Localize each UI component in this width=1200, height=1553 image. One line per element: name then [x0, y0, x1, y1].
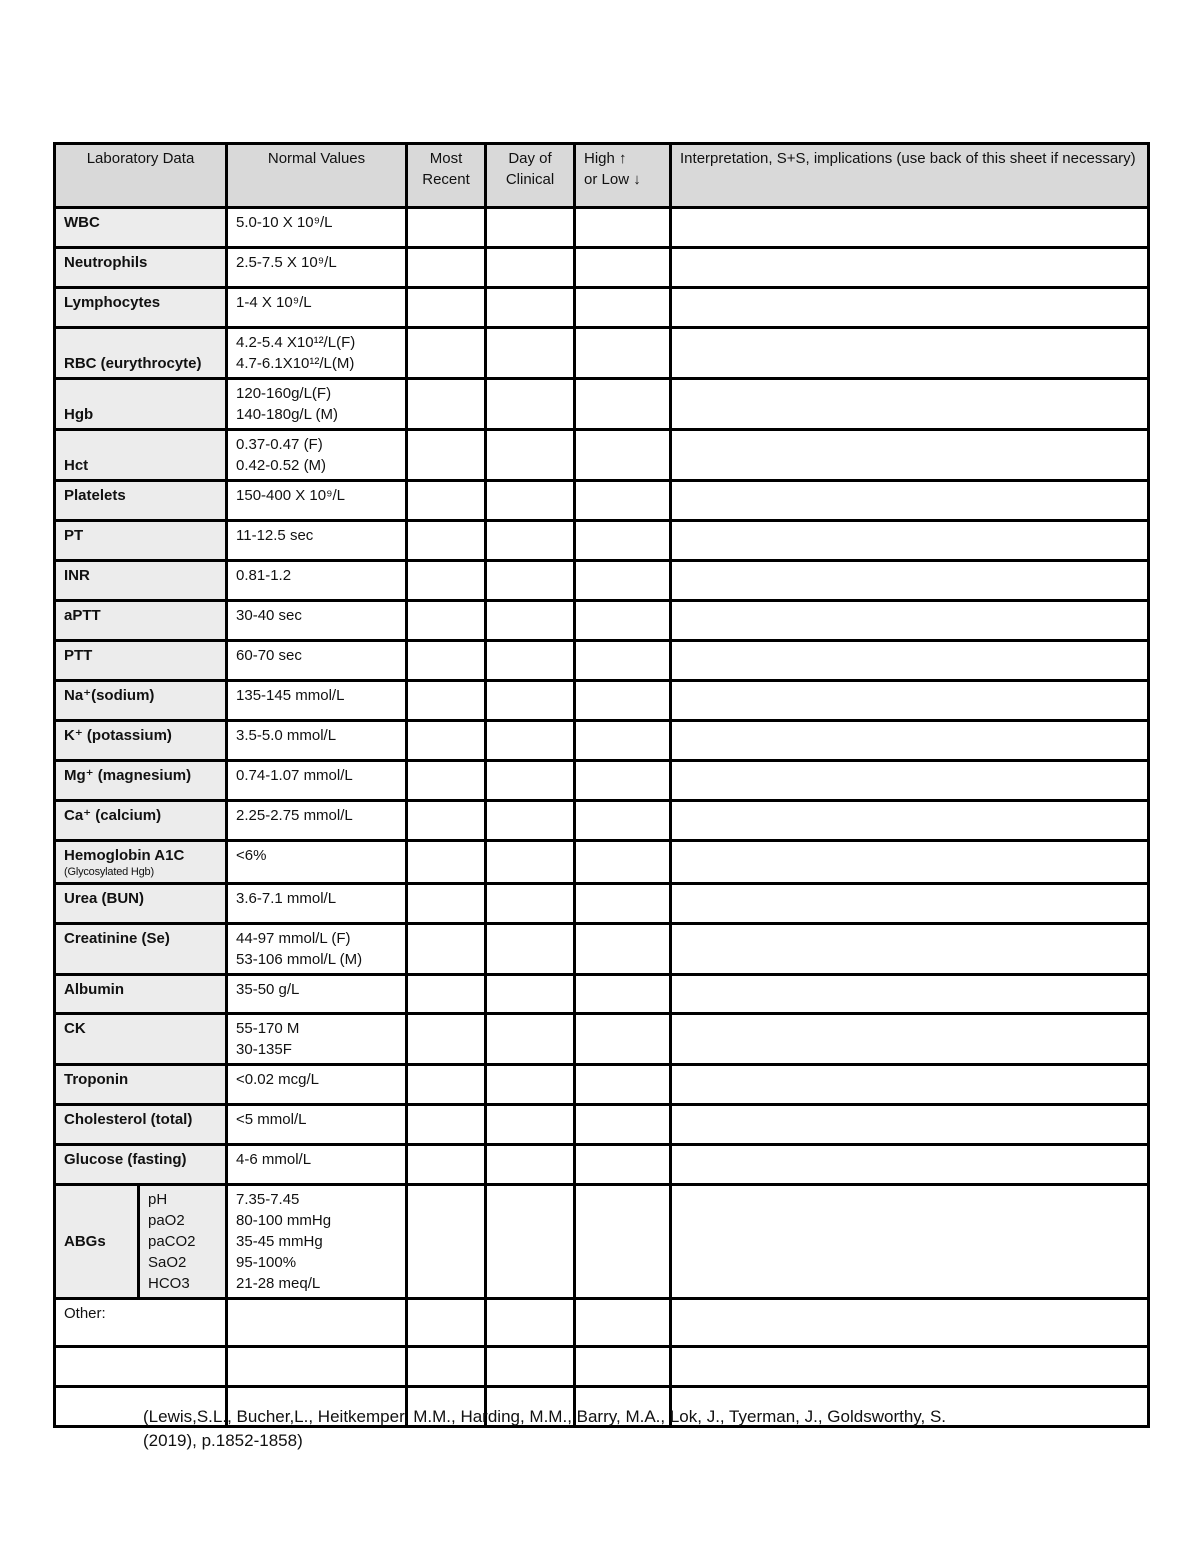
interpretation-cell[interactable]	[671, 975, 1149, 1014]
day-of-clinical-cell[interactable]	[486, 761, 575, 801]
most-recent-cell[interactable]	[407, 208, 486, 248]
normal-value: 60-70 sec	[227, 641, 407, 681]
interpretation-cell[interactable]	[671, 561, 1149, 601]
normal-value: 30-40 sec	[227, 601, 407, 641]
high-or-low-cell[interactable]	[575, 681, 671, 721]
lab-test-label: Urea (BUN)	[55, 884, 227, 924]
interpretation-cell[interactable]	[671, 1299, 1149, 1347]
header-normal-values: Normal Values	[227, 144, 407, 208]
day-of-clinical-cell[interactable]	[486, 681, 575, 721]
day-of-clinical-cell[interactable]	[486, 1185, 575, 1299]
day-of-clinical-cell[interactable]	[486, 1014, 575, 1065]
day-of-clinical-cell[interactable]	[486, 1105, 575, 1145]
table-row	[55, 1145, 1149, 1185]
table-row	[55, 884, 1149, 924]
normal-value: 35-50 g/L	[227, 975, 407, 1014]
table-row	[55, 561, 1149, 601]
lab-test-sublabel: (Glycosylated Hgb)	[64, 866, 154, 878]
normal-value: 5.0-10 X 10⁹/L	[227, 208, 407, 248]
day-of-clinical-cell[interactable]	[486, 248, 575, 288]
day-of-clinical-cell[interactable]	[486, 288, 575, 328]
table-row-abgs	[55, 1185, 1149, 1299]
table-row	[55, 601, 1149, 641]
table-row	[55, 801, 1149, 841]
normal-value: 11-12.5 sec	[227, 521, 407, 561]
high-or-low-cell[interactable]	[575, 1185, 671, 1299]
header-day-of-clinical: Day of Clinical	[486, 144, 575, 208]
most-recent-cell[interactable]	[407, 601, 486, 641]
high-or-low-cell[interactable]	[575, 521, 671, 561]
table-row	[55, 1105, 1149, 1145]
high-or-low-cell[interactable]	[575, 721, 671, 761]
normal-value: <6%	[227, 841, 407, 884]
interpretation-cell[interactable]	[671, 481, 1149, 521]
most-recent-cell[interactable]	[407, 1105, 486, 1145]
normal-value: 4.2-5.4 X10¹²/L(F) 4.7-6.1X10¹²/L(M)	[227, 328, 407, 379]
high-or-low-cell[interactable]	[575, 884, 671, 924]
interpretation-cell[interactable]	[671, 328, 1149, 379]
normal-value-cell[interactable]	[227, 1347, 407, 1387]
day-of-clinical-cell[interactable]	[486, 430, 575, 481]
table-row	[55, 641, 1149, 681]
blank-label-cell[interactable]	[55, 1347, 227, 1387]
interpretation-cell[interactable]	[671, 1185, 1149, 1299]
high-or-low-cell[interactable]	[575, 328, 671, 379]
table-row	[55, 1014, 1149, 1065]
most-recent-cell[interactable]	[407, 1065, 486, 1105]
lab-test-label: Ca⁺ (calcium)	[55, 801, 227, 841]
interpretation-cell[interactable]	[671, 761, 1149, 801]
interpretation-cell[interactable]	[671, 1065, 1149, 1105]
high-or-low-cell[interactable]	[575, 761, 671, 801]
interpretation-cell[interactable]	[671, 248, 1149, 288]
table-row	[55, 721, 1149, 761]
day-of-clinical-cell[interactable]	[486, 481, 575, 521]
high-or-low-cell[interactable]	[575, 481, 671, 521]
lab-test-label: Creatinine (Se)	[55, 924, 227, 975]
normal-value: 0.74-1.07 mmol/L	[227, 761, 407, 801]
interpretation-cell[interactable]	[671, 521, 1149, 561]
table-row	[55, 841, 1149, 884]
most-recent-cell[interactable]	[407, 801, 486, 841]
most-recent-cell[interactable]	[407, 761, 486, 801]
high-or-low-cell[interactable]	[575, 288, 671, 328]
lab-test-label: Platelets	[55, 481, 227, 521]
interpretation-cell[interactable]	[671, 379, 1149, 430]
table-row	[55, 761, 1149, 801]
abgs-parameters: pH paO2 paCO2 SaO2 HCO3	[139, 1185, 227, 1299]
high-or-low-cell[interactable]	[575, 1347, 671, 1387]
interpretation-cell[interactable]	[671, 288, 1149, 328]
interpretation-cell[interactable]	[671, 1145, 1149, 1185]
most-recent-cell[interactable]	[407, 1185, 486, 1299]
normal-value: 2.5-7.5 X 10⁹/L	[227, 248, 407, 288]
most-recent-cell[interactable]	[407, 248, 486, 288]
high-or-low-cell[interactable]	[575, 430, 671, 481]
most-recent-cell[interactable]	[407, 328, 486, 379]
normal-value: 0.81-1.2	[227, 561, 407, 601]
lab-test-label: Na⁺(sodium)	[55, 681, 227, 721]
lab-data-table	[53, 142, 1150, 1428]
interpretation-cell[interactable]	[671, 681, 1149, 721]
day-of-clinical-cell[interactable]	[486, 721, 575, 761]
most-recent-cell[interactable]	[407, 379, 486, 430]
lab-test-label: Albumin	[55, 975, 227, 1014]
interpretation-cell[interactable]	[671, 1105, 1149, 1145]
header-interpretation: Interpretation, S+S, implications (use back of this sheet if necessary)	[671, 144, 1149, 208]
other-label: Other:	[55, 1299, 227, 1347]
lab-test-label: RBC (eurythrocyte)	[55, 328, 227, 379]
interpretation-cell[interactable]	[671, 430, 1149, 481]
table-row	[55, 208, 1149, 248]
interpretation-cell[interactable]	[671, 841, 1149, 884]
table-row	[55, 379, 1149, 430]
day-of-clinical-cell[interactable]	[486, 1145, 575, 1185]
lab-test-label: Hct	[55, 430, 227, 481]
high-or-low-cell[interactable]	[575, 601, 671, 641]
normal-value: 150-400 X 10⁹/L	[227, 481, 407, 521]
day-of-clinical-cell[interactable]	[486, 975, 575, 1014]
day-of-clinical-cell[interactable]	[486, 601, 575, 641]
normal-value: 1-4 X 10⁹/L	[227, 288, 407, 328]
high-or-low-cell[interactable]	[575, 561, 671, 601]
lab-test-label: INR	[55, 561, 227, 601]
most-recent-cell[interactable]	[407, 430, 486, 481]
day-of-clinical-cell[interactable]	[486, 561, 575, 601]
interpretation-cell[interactable]	[671, 1347, 1149, 1387]
normal-value: 2.25-2.75 mmol/L	[227, 801, 407, 841]
interpretation-cell[interactable]	[671, 1014, 1149, 1065]
table-row	[55, 1065, 1149, 1105]
high-or-low-cell[interactable]	[575, 1299, 671, 1347]
day-of-clinical-cell[interactable]	[486, 328, 575, 379]
lab-test-label: Mg⁺ (magnesium)	[55, 761, 227, 801]
high-or-low-cell[interactable]	[575, 841, 671, 884]
most-recent-cell[interactable]	[407, 721, 486, 761]
interpretation-cell[interactable]	[671, 641, 1149, 681]
most-recent-cell[interactable]	[407, 521, 486, 561]
high-or-low-cell[interactable]	[575, 379, 671, 430]
normal-value: 135-145 mmol/L	[227, 681, 407, 721]
normal-value: 120-160g/L(F) 140-180g/L (M)	[227, 379, 407, 430]
lab-test-label: K⁺ (potassium)	[55, 721, 227, 761]
high-or-low-cell[interactable]	[575, 975, 671, 1014]
day-of-clinical-cell[interactable]	[486, 641, 575, 681]
lab-test-label: PTT	[55, 641, 227, 681]
header-row	[55, 144, 1149, 208]
table-row	[55, 975, 1149, 1014]
most-recent-cell[interactable]	[407, 561, 486, 601]
normal-value: <5 mmol/L	[227, 1105, 407, 1145]
normal-value: 0.37-0.47 (F) 0.42-0.52 (M)	[227, 430, 407, 481]
table-row	[55, 681, 1149, 721]
header-laboratory-data: Laboratory Data	[55, 144, 227, 208]
table-row	[55, 248, 1149, 288]
interpretation-cell[interactable]	[671, 924, 1149, 975]
lab-test-label: Hgb	[55, 379, 227, 430]
high-or-low-cell[interactable]	[575, 248, 671, 288]
most-recent-cell[interactable]	[407, 975, 486, 1014]
day-of-clinical-cell[interactable]	[486, 521, 575, 561]
normal-value-cell[interactable]	[227, 1299, 407, 1347]
day-of-clinical-cell[interactable]	[486, 379, 575, 430]
lab-test-label: PT	[55, 521, 227, 561]
interpretation-cell[interactable]	[671, 721, 1149, 761]
table-row-other	[55, 1299, 1149, 1347]
day-of-clinical-cell[interactable]	[486, 1347, 575, 1387]
most-recent-cell[interactable]	[407, 924, 486, 975]
lab-test-label: Troponin	[55, 1065, 227, 1105]
normal-value: <0.02 mcg/L	[227, 1065, 407, 1105]
citation: (Lewis,S.L., Bucher,L., Heitkemper, M.M., Harding, M.M., Barry, M.A., Lok, J., Tyerman, J., Goldsworthy, S. (2019), p.1852-1858)	[143, 1407, 947, 1450]
most-recent-cell[interactable]	[407, 641, 486, 681]
interpretation-cell[interactable]	[671, 801, 1149, 841]
lab-test-label: Lymphocytes	[55, 288, 227, 328]
lab-test-label: aPTT	[55, 601, 227, 641]
high-or-low-cell[interactable]	[575, 1105, 671, 1145]
header-most-recent: Most Recent	[407, 144, 486, 208]
table-row	[55, 288, 1149, 328]
header-high-or-low: High ↑ or Low ↓	[575, 144, 671, 208]
interpretation-cell[interactable]	[671, 601, 1149, 641]
high-or-low-cell[interactable]	[575, 1065, 671, 1105]
lab-test-label: CK	[55, 1014, 227, 1065]
lab-test-label: Cholesterol (total)	[55, 1105, 227, 1145]
lab-test-label: Hemoglobin A1C (Glycosylated Hgb)	[55, 841, 227, 884]
most-recent-cell[interactable]	[407, 288, 486, 328]
table-row	[55, 328, 1149, 379]
day-of-clinical-cell[interactable]	[486, 1065, 575, 1105]
high-or-low-cell[interactable]	[575, 924, 671, 975]
high-or-low-cell[interactable]	[575, 208, 671, 248]
most-recent-cell[interactable]	[407, 1014, 486, 1065]
lab-test-label: WBC	[55, 208, 227, 248]
table-row-blank	[55, 1347, 1149, 1387]
abgs-normal-values: 7.35-7.45 80-100 mmHg 35-45 mmHg 95-100% 21-28 meq/L	[227, 1185, 407, 1299]
day-of-clinical-cell[interactable]	[486, 924, 575, 975]
most-recent-cell[interactable]	[407, 841, 486, 884]
lab-test-label: Neutrophils	[55, 248, 227, 288]
high-or-low-cell[interactable]	[575, 1145, 671, 1185]
table-row	[55, 430, 1149, 481]
day-of-clinical-cell[interactable]	[486, 801, 575, 841]
normal-value: 3.6-7.1 mmol/L	[227, 884, 407, 924]
table-row	[55, 481, 1149, 521]
high-or-low-cell[interactable]	[575, 801, 671, 841]
day-of-clinical-cell[interactable]	[486, 841, 575, 884]
most-recent-cell[interactable]	[407, 681, 486, 721]
most-recent-cell[interactable]	[407, 884, 486, 924]
high-or-low-cell[interactable]	[575, 1014, 671, 1065]
most-recent-cell[interactable]	[407, 1299, 486, 1347]
most-recent-cell[interactable]	[407, 481, 486, 521]
most-recent-cell[interactable]	[407, 1145, 486, 1185]
day-of-clinical-cell[interactable]	[486, 1299, 575, 1347]
high-or-low-cell[interactable]	[575, 641, 671, 681]
lab-test-label: Glucose (fasting)	[55, 1145, 227, 1185]
day-of-clinical-cell[interactable]	[486, 884, 575, 924]
normal-value: 4-6 mmol/L	[227, 1145, 407, 1185]
interpretation-cell[interactable]	[671, 884, 1149, 924]
normal-value: 3.5-5.0 mmol/L	[227, 721, 407, 761]
normal-value: 44-97 mmol/L (F) 53-106 mmol/L (M)	[227, 924, 407, 975]
day-of-clinical-cell[interactable]	[486, 208, 575, 248]
abgs-label: ABGs	[55, 1185, 139, 1299]
table-row	[55, 521, 1149, 561]
most-recent-cell[interactable]	[407, 1347, 486, 1387]
normal-value: 55-170 M 30-135F	[227, 1014, 407, 1065]
table-row	[55, 924, 1149, 975]
interpretation-cell[interactable]	[671, 208, 1149, 248]
